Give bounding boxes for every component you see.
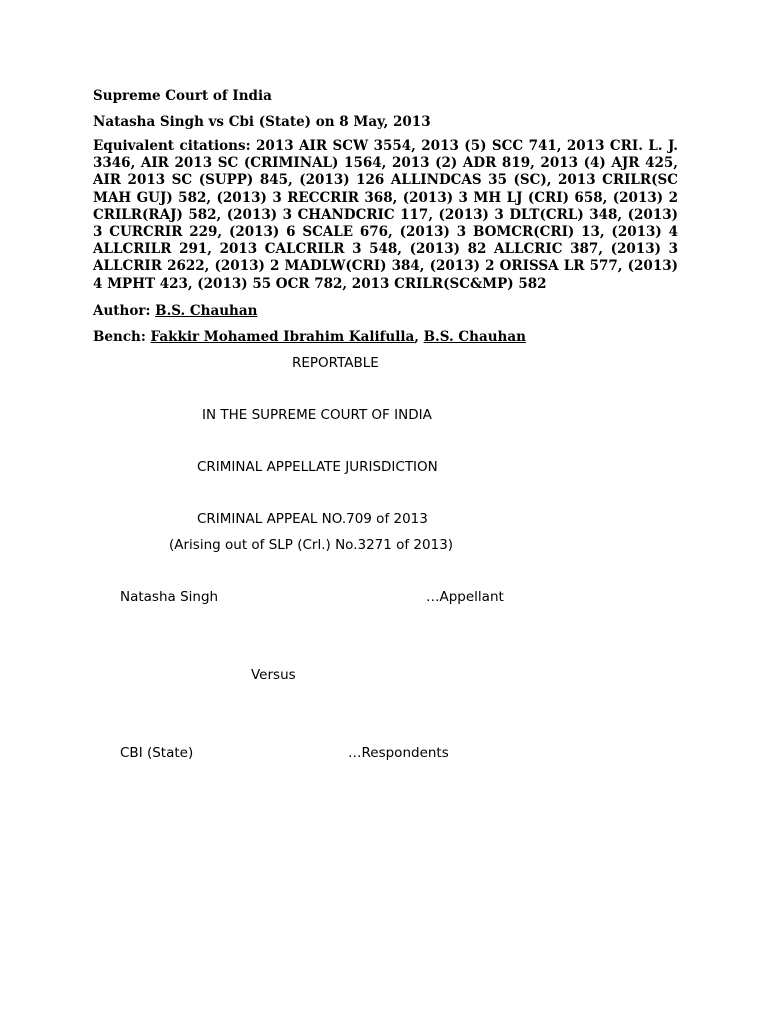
court-heading: Supreme Court of India <box>93 88 272 104</box>
case-title: Natasha Singh vs Cbi (State) on 8 May, 2013 <box>93 114 431 130</box>
appeal-number: CRIMINAL APPEAL NO.709 of 2013 <box>197 511 428 527</box>
versus: Versus <box>251 667 296 683</box>
bench-label: Bench: <box>93 329 146 345</box>
respondent-role: …Respondents <box>348 745 449 761</box>
bench-line <box>93 329 526 346</box>
appellant-name: Natasha Singh <box>120 589 219 605</box>
equivalent-citations <box>93 138 678 293</box>
court-name: IN THE SUPREME COURT OF INDIA <box>202 407 432 423</box>
appellant-role: …Appellant <box>426 589 504 605</box>
author-link[interactable]: B.S. Chauhan <box>155 303 258 319</box>
author-line <box>93 303 257 320</box>
arising-out-of: (Arising out of SLP (Crl.) No.3271 of 2013) <box>169 537 454 553</box>
citations-text: 2013 AIR SCW 3554, 2013 (5) SCC 741, 2013 CRI. L. J. 3346, AIR 2013 SC (CRIMINAL) 1564, 2013 (2) ADR 819, 2013 (4) AJR 425, AIR 2013 SC (SUPP) 845, (2013) 126 ALLINDCAS 35 (SC), 2013 CRILR(SC MAH GUJ) 582, (2013) 3 RECCRIR 368, (2013) 3 MH LJ (CRI) 658, (2013) 2 CRILR(RAJ) 582, (2013) 3 CHANDCRIC 117, (2013) 3 DLT(CRL) 348, (2013) 3 CURCRIR 229, (2013) 6 SCALE 676, (2013) 3 BOMCR(CRI) 13, (2013) 4 ALLCRILR 291, 2013 CALCRILR 3 548, (2013) 82 ALLCRIC 387, (2013) 3 ALLCRIR 2622, (2013) 2 MADLW(CRI) 384, (2013) 2 ORISSA LR 577, (2013) 4 MPHT 423, (2013) 55 OCR 782, 2013 CRILR(SC&MP) 582 <box>93 138 679 292</box>
respondent-name: CBI (State) <box>120 745 194 761</box>
citations-label: Equivalent citations: <box>93 138 251 154</box>
bench-separator: , <box>414 329 419 345</box>
bench-judge-link-2[interactable]: B.S. Chauhan <box>423 329 526 345</box>
author-label: Author: <box>93 303 151 319</box>
reportable-label: REPORTABLE <box>292 355 379 371</box>
jurisdiction: CRIMINAL APPELLATE JURISDICTION <box>197 459 438 475</box>
bench-judge-link-1[interactable]: Fakkir Mohamed Ibrahim Kalifulla <box>150 329 415 345</box>
